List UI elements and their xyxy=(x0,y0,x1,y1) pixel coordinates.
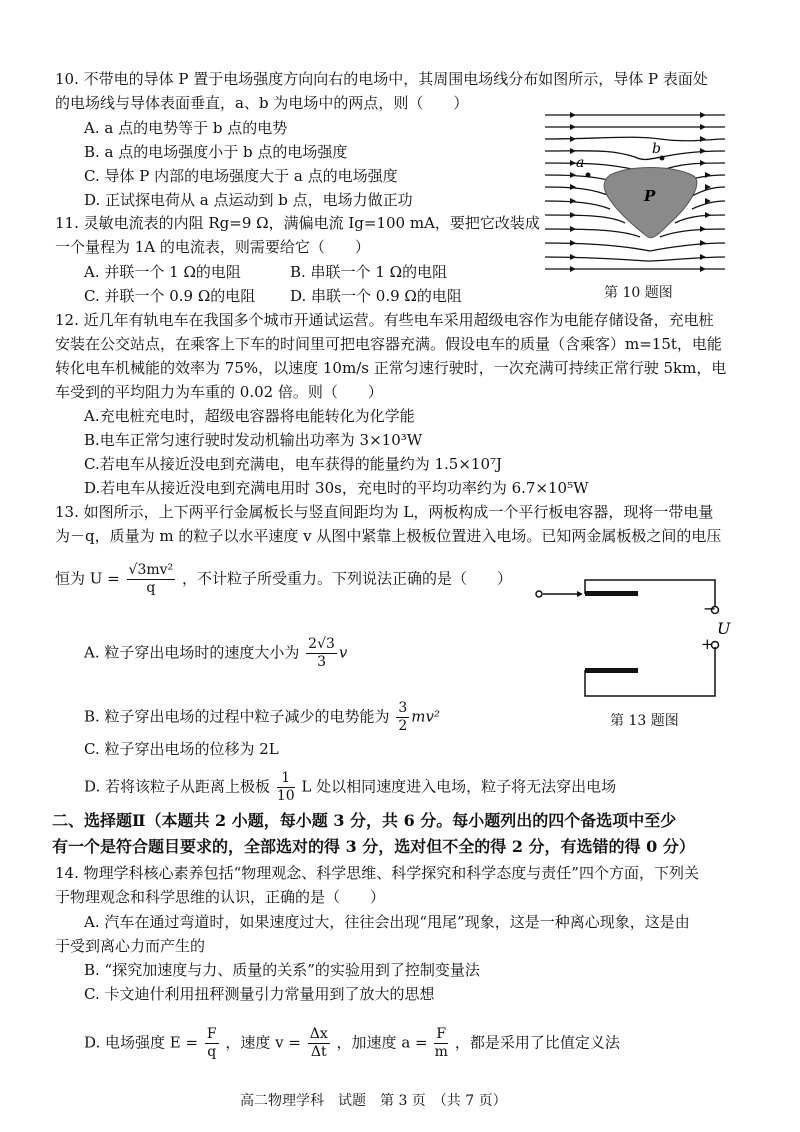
q14-d-f2-den: Δt xyxy=(310,1044,327,1060)
negative-terminal: − xyxy=(703,599,717,618)
q13-a-num: 2√3 xyxy=(308,636,335,652)
q13-option-a xyxy=(84,636,347,671)
q14-d-fraction-1 xyxy=(205,1026,219,1061)
q14-option-b: B. “探究加速度与力、质量的关系”的实验用到了控制变量法 xyxy=(84,961,480,979)
q13-d-text: D. 若将该粒子从距离上极板 xyxy=(84,777,271,796)
q14-d-suffix: ，都是采用了比值定义法 xyxy=(454,1033,620,1052)
q10-option-d: D. 正试探电荷从 a 点运动到 b 点，电场力做正功 xyxy=(84,191,413,209)
q13-d-den: 10 xyxy=(276,788,295,804)
q13-stem-line3 xyxy=(55,562,512,597)
q13-d-num: 1 xyxy=(277,770,295,788)
q10-option-b: B. a 点的电场强度小于 b 点的电场强度 xyxy=(84,143,348,161)
q14-d-f2-num: Δx xyxy=(309,1026,328,1042)
q14-d-fraction-3 xyxy=(434,1026,448,1061)
q13-u-prefix: 恒为 U = xyxy=(55,569,120,588)
q10-field-figure xyxy=(540,105,730,275)
q13-a-text: A. 粒子穿出电场时的速度大小为 xyxy=(84,643,300,662)
q13-b-suffix: mv² xyxy=(411,707,440,726)
q14-option-d xyxy=(84,1026,620,1061)
conductor-p-label: P xyxy=(644,187,656,205)
q14-option-c: C. 卡文迪什利用扭秤测量引力常量用到了放大的思想 xyxy=(84,985,435,1003)
point-a-label: a xyxy=(576,155,585,171)
q14-d-fraction-2 xyxy=(308,1026,330,1061)
q13-option-d xyxy=(84,770,616,805)
q12-option-d: D.若电车从接近没电到充满电用时 30s，充电时的平均功率约为 6.7×10⁵W xyxy=(84,479,589,497)
q11-option-a: A. 并联一个 1 Ω的电阻 xyxy=(84,263,241,281)
q11-option-d: D. 串联一个 0.9 Ω的电阻 xyxy=(290,287,462,305)
q13-a-den: 3 xyxy=(317,654,326,670)
q12-option-b: B.电车正常匀速行驶时发动机输出功率为 3×10³W xyxy=(84,431,423,449)
q14-d-f3-den: m xyxy=(434,1044,448,1060)
voltage-label: U xyxy=(717,619,731,638)
q11-stem-line1: 11. 灵敏电流表的内阻 Rg=9 Ω，满偏电流 Ig=100 mA，要把它改装成 xyxy=(55,214,540,232)
q14-d-f1-den: q xyxy=(207,1044,217,1060)
q13-a-suffix: v xyxy=(338,643,348,662)
q11-stem-line2: 一个量程为 1A 的电流表，则需要给它（ ） xyxy=(55,238,370,256)
q12-stem-line4: 车受到的平均阻力为车重的 0.02 倍。则（ ） xyxy=(55,383,383,401)
q13-b-fraction xyxy=(396,700,409,735)
q13-stem-line2: 为－q，质量为 m 的粒子以水平速度 v 从图中紧靠上极板位置进入电场。已知两金属板极之间的电压 xyxy=(55,527,722,545)
q14-stem-line1: 14. 物理学科核心素养包括“物理观念、科学思维、科学探究和科学态度与责任”四个方面，下列关 xyxy=(55,864,699,882)
q14-d-mid1: ，速度 v = xyxy=(225,1033,301,1052)
positive-terminal: + xyxy=(701,635,714,653)
q13-option-b xyxy=(84,700,440,735)
q13-u-fraction xyxy=(127,562,176,597)
q14-stem-line2: 于物理观念和科学思维的认识，正确的是（ ） xyxy=(55,888,386,906)
q13-b-den: 2 xyxy=(398,718,408,734)
q11-option-c: C. 并联一个 0.9 Ω的电阻 xyxy=(84,287,256,305)
q13-u-suffix: ，不计粒子所受重力。下列说法正确的是（ ） xyxy=(181,569,512,588)
q14-option-a-line2: 于受到离心力而产生的 xyxy=(55,937,206,955)
q13-d-suffix: L 处以相同速度进入电场，粒子将无法穿出电场 xyxy=(301,777,617,796)
q13-stem-line1: 13. 如图所示，上下两平行金属板长与竖直间距均为 L，两板构成一个平行板电容器，现将一带电量 xyxy=(55,503,714,521)
q14-d-mid2: ，加速度 a = xyxy=(336,1033,428,1052)
q13-u-num: √3mv² xyxy=(128,562,174,578)
q10-option-c: C. 导体 P 内部的电场强度大于 a 点的电场强度 xyxy=(84,167,398,185)
page-footer: 高二物理学科 试题 第 3 页 （共 7 页） xyxy=(240,1093,507,1109)
q14-d-text: D. 电场强度 E = xyxy=(84,1033,199,1052)
q12-option-a: A.充电桩充电时，超级电容器将电能转化为化学能 xyxy=(84,407,415,425)
q10-stem-line1: 10. 不带电的导体 P 置于电场强度方向向右的电场中，其周围电场线分布如图所示，导体 P 表面处 xyxy=(55,70,708,88)
q13-capacitor-figure xyxy=(525,572,740,702)
q10-figure-caption: 第 10 题图 xyxy=(604,285,673,301)
q13-figure-caption: 第 13 题图 xyxy=(610,713,679,729)
section2-heading-line1: 二、选择题Ⅱ（本题共 2 小题，每小题 3 分，共 6 分。每小题列出的四个备选项中至少 xyxy=(52,811,677,830)
q11-option-b: B. 串联一个 1 Ω的电阻 xyxy=(290,263,448,281)
q14-option-a-line1: A. 汽车在通过弯道时，如果速度过大，往往会出现“甩尾”现象，这是一种离心现象，这是由 xyxy=(84,913,690,931)
point-b-label: b xyxy=(652,141,661,157)
q12-option-c: C.若电车从接近没电到充满电，电车获得的能量约为 1.5×10⁷J xyxy=(84,455,503,473)
q13-option-c: C. 粒子穿出电场的位移为 2L xyxy=(84,740,279,758)
q13-a-fraction xyxy=(306,636,337,671)
q12-stem-line3: 转化电车机械能的效率为 75%，以速度 10m/s 正常匀速行驶时，一次充满可持续正常行驶 5km，电 xyxy=(55,359,727,377)
q10-stem-line2: 的电场线与导体表面垂直，a、b 为电场中的两点，则（ ） xyxy=(55,94,469,112)
q12-stem-line1: 12. 近几年有轨电车在我国多个城市开通试运营。有些电车采用超级电容作为电能存储设备，充电桩 xyxy=(55,311,714,329)
q13-b-text: B. 粒子穿出电场的过程中粒子减少的电势能为 xyxy=(84,707,390,726)
q14-d-f3-num: F xyxy=(436,1026,447,1042)
q10-option-a: A. a 点的电势等于 b 点的电势 xyxy=(84,119,288,137)
q13-u-den: q xyxy=(146,580,156,596)
q13-d-fraction xyxy=(277,770,295,805)
q12-stem-line2: 安装在公交站点，在乘客上下车的时间里可把电容器充满。假设电车的质量（含乘客）m=15t，电能 xyxy=(55,335,722,353)
section2-heading-line2: 有一个是符合题目要求的，全部选对的得 3 分，选对但不全的得 2 分，有选错的得 0 分） xyxy=(52,837,695,856)
q13-b-num: 3 xyxy=(398,700,408,716)
q14-d-f1-num: F xyxy=(206,1026,217,1042)
